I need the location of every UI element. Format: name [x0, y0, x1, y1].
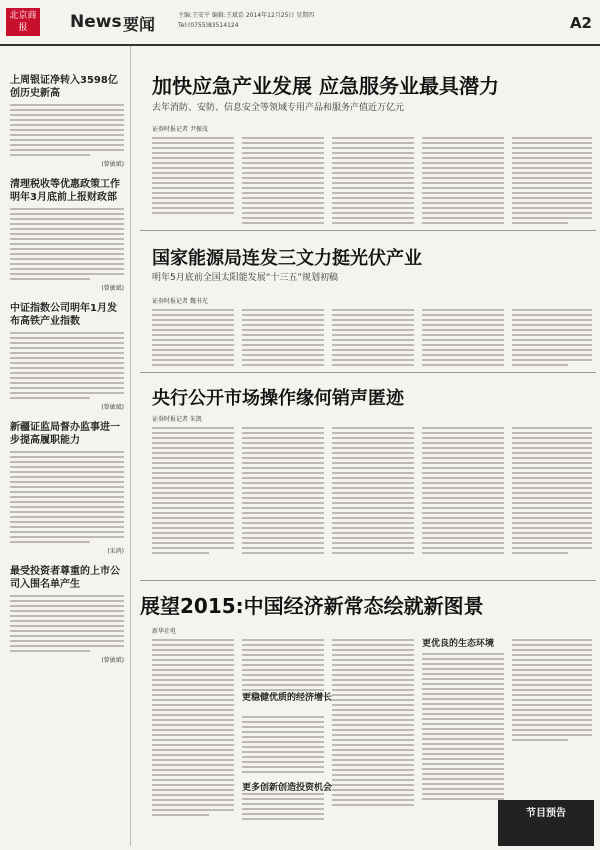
article-subheadline: 明年5月底前全国太阳能发展“十三五”规划初稿 — [152, 273, 339, 283]
article-byline: 新华社电 — [152, 628, 177, 635]
article-byline: 证券时报记者 尹振茂 — [152, 126, 208, 133]
phone-info: Tel:(0755)83514124 — [178, 22, 239, 29]
left-item-title: 最受投资者尊重的上市公司入围名单产生 — [10, 566, 120, 590]
section-title-cn: 要闻 — [123, 15, 156, 34]
left-item-body — [10, 208, 124, 280]
article-body — [152, 306, 592, 366]
ad-label: 节目预告 — [526, 808, 566, 819]
article-subheading: 更稳健优质的经济增长 — [242, 693, 333, 703]
left-item-body — [10, 104, 124, 156]
article-headline: 加快应急产业发展 应急服务业最具潜力 — [152, 74, 499, 98]
left-item-body — [10, 332, 124, 399]
left-item-body — [10, 451, 124, 543]
newspaper-logo: 北京商报 — [6, 8, 40, 36]
article-headline: 展望2015:中国经济新常态绘就新图景 — [140, 594, 484, 618]
left-item-author: (曾敏斌) — [101, 657, 124, 664]
article-byline: 证券时报记者 朱凯 — [152, 416, 202, 423]
left-item-author: (曾敏斌) — [101, 404, 124, 411]
program-preview-ad — [498, 800, 594, 846]
left-item-author: (宋鸿) — [107, 548, 124, 555]
section-title-en: News — [70, 12, 122, 32]
left-item-body — [10, 595, 124, 652]
article-subheading: 更多创新创造投资机会 — [242, 783, 333, 793]
article-byline: 证券时报记者 魏书光 — [152, 298, 208, 305]
page-header — [0, 0, 600, 46]
left-item-title: 新疆证监局督办监事进一步提高履职能力 — [10, 422, 120, 446]
left-news-column — [0, 46, 131, 846]
divider — [140, 372, 596, 373]
article-headline: 国家能源局连发三文力挺光伏产业 — [152, 248, 422, 269]
divider — [140, 230, 596, 231]
page-number: A2 — [569, 14, 592, 32]
article-body — [152, 134, 592, 224]
article-subheadline: 去年消防、安防、信息安全等领域专用产品和服务产值近万亿元 — [152, 103, 405, 113]
divider — [140, 580, 596, 581]
left-item-title: 清理税收等优惠政策工作明年3月底前上报财政部 — [10, 179, 120, 203]
article-headline: 央行公开市场操作缘何销声匿迹 — [152, 388, 404, 409]
left-item-author: (曾敏斌) — [101, 161, 124, 168]
left-item-author: (曾敏斌) — [101, 285, 124, 292]
left-item-title: 中证指数公司明年1月发布高铁产业指数 — [10, 303, 117, 327]
article-body — [152, 424, 592, 574]
staff-info: 主编:王安平 编辑:王斌诰 2014年12月25日 星期四 — [178, 12, 315, 19]
article-subheading: 更优良的生态环境 — [422, 639, 495, 649]
left-item-title: 上周银证净转入3598亿 创历史新高 — [10, 75, 118, 99]
